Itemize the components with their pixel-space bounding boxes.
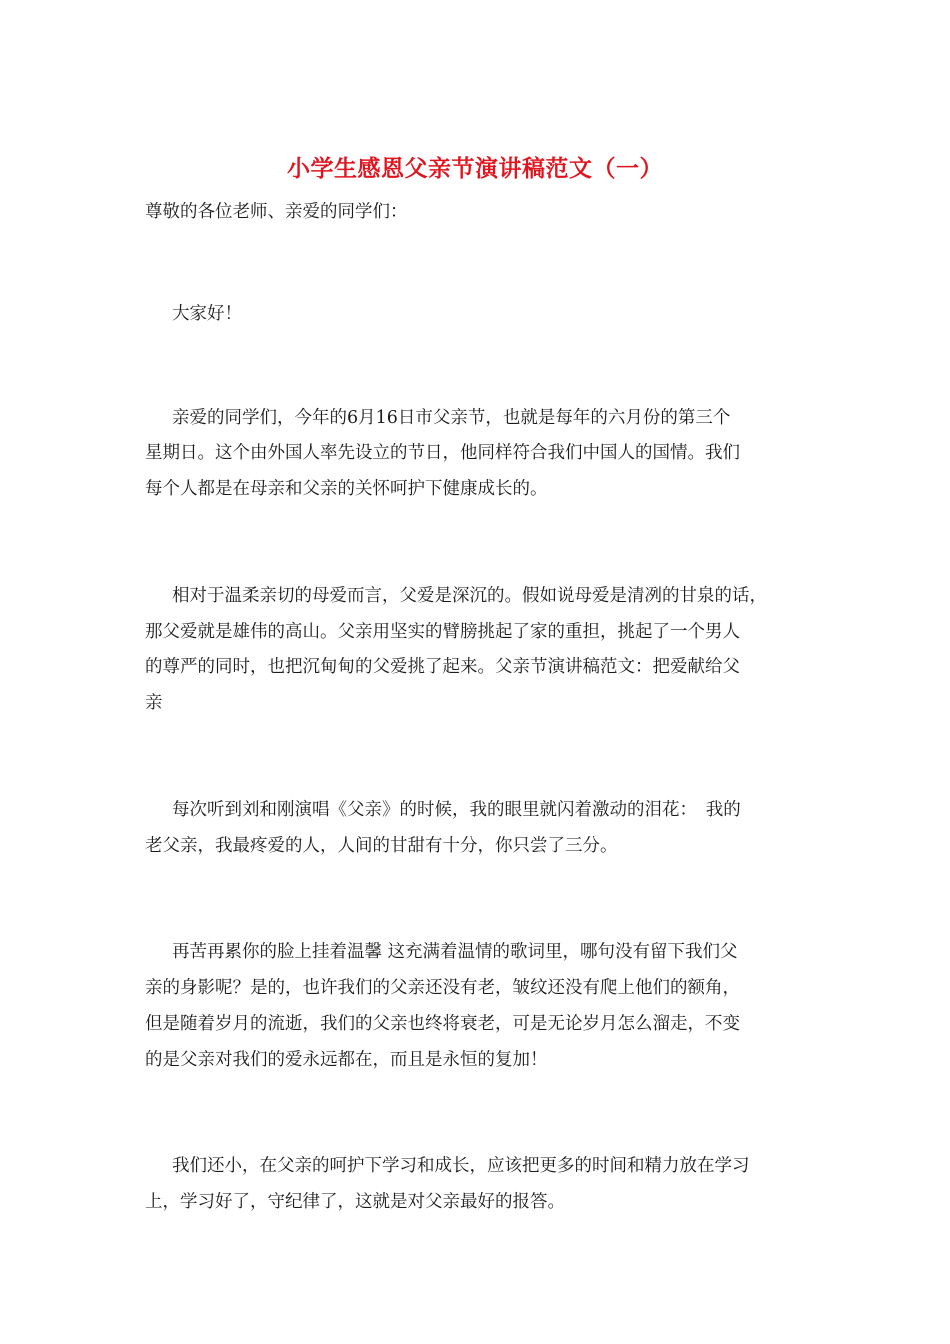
paragraph-3-line-1: 每次听到刘和刚演唱《父亲》的时候，我的眼里就闪着激动的泪花： 我的: [172, 800, 741, 820]
paragraph-2-line-2: 那父爱就是雄伟的高山。父亲用坚实的臂膀挑起了家的重担，挑起了一个男人: [145, 622, 740, 642]
greeting: 大家好！: [172, 304, 242, 324]
paragraph-1-line-1: 亲爱的同学们，今年的6月16日市父亲节，也就是每年的六月份的第三个: [172, 408, 731, 428]
paragraph-1-line-3: 每个人都是在母亲和父亲的关怀呵护下健康成长的。: [145, 479, 548, 499]
paragraph-5-line-1: 我们还小，在父亲的呵护下学习和成长，应该把更多的时间和精力放在学习: [172, 1156, 750, 1176]
paragraph-2-line-3: 的尊严的同时，也把沉甸甸的父爱挑了起来。父亲节演讲稿范文：把爱献给父: [145, 657, 740, 677]
paragraph-1-line-2: 星期日。这个由外国人率先设立的节日，他同样符合我们中国人的国情。我们: [145, 443, 740, 463]
paragraph-4-line-1: 再苦再累你的脸上挂着温馨 这充满着温情的歌词里，哪句没有留下我们父: [172, 942, 738, 962]
paragraph-2-line-4: 亲: [145, 693, 163, 713]
paragraph-4-line-2: 亲的身影呢？是的，也许我们的父亲还没有老，皱纹还没有爬上他们的额角，: [145, 978, 740, 998]
paragraph-4-line-3: 但是随着岁月的流逝，我们的父亲也终将衰老，可是无论岁月怎么溜走，不变: [145, 1014, 740, 1034]
paragraph-4-line-4: 的是父亲对我们的爱永远都在，而且是永恒的复加！: [145, 1050, 548, 1070]
paragraph-2-line-1: 相对于温柔亲切的母爱而言，父爱是深沉的。假如说母爱是清冽的甘泉的话，: [172, 586, 767, 606]
paragraph-3-line-2: 老父亲，我最疼爱的人，人间的甘甜有十分，你只尝了三分。: [145, 836, 618, 856]
document-title: 小学生感恩父亲节演讲稿范文（一）: [287, 155, 663, 182]
salutation: 尊敬的各位老师、亲爱的同学们：: [145, 202, 408, 222]
paragraph-5-line-2: 上，学习好了，守纪律了，这就是对父亲最好的报答。: [145, 1192, 565, 1212]
